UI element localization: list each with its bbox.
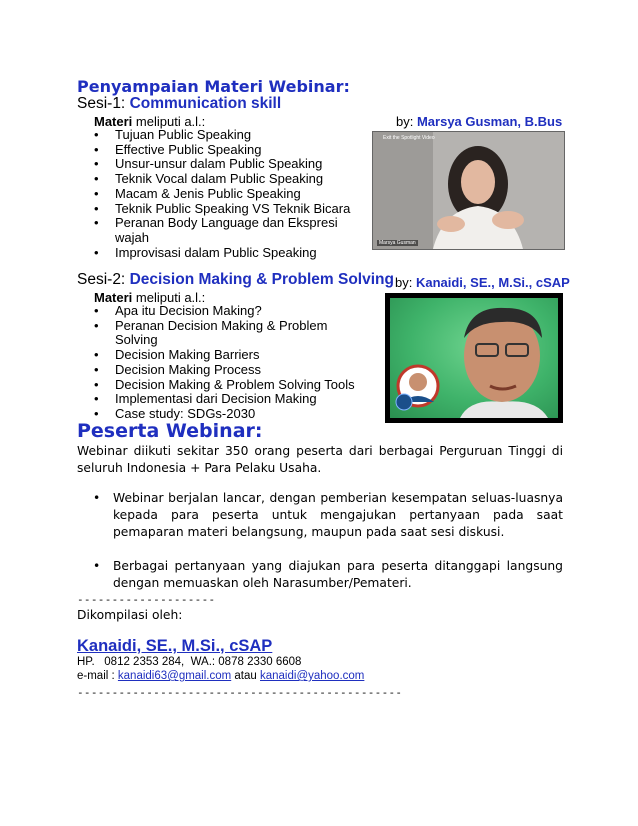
- divider-short: --------------------: [77, 593, 216, 606]
- video-exit-label: Exit the Spotlight Video: [383, 135, 435, 141]
- sesi2-prefix: Sesi-2:: [77, 271, 130, 288]
- list-item: • Implementasi dari Decision Making: [92, 392, 372, 407]
- list-item: • Peranan Body Language dan Ekspresi wajah: [92, 216, 372, 245]
- sesi1-by-prefix: by:: [396, 114, 417, 129]
- speaker-face-icon: [390, 298, 558, 418]
- list-item: • Macam & Jenis Public Speaking: [92, 187, 372, 202]
- sesi1-title: Communication skill: [129, 95, 282, 112]
- list-item: • Improvisasi dalam Public Speaking: [92, 246, 372, 261]
- sesi2-speaker-name: Kanaidi, SE., M.Si., cSAP: [415, 275, 570, 290]
- list-item: • Case study: SDGs-2030: [92, 407, 372, 422]
- sesi1-speaker-name: Marsya Gusman, B.Bus: [416, 114, 563, 129]
- email-separator: atau: [231, 670, 260, 682]
- participants-intro: Webinar diikuti sekitar 350 orang peserta dari berbagai Perguruan Tinggi di seluruh Indonesia + Para Pelaku Usaha.: [77, 444, 563, 475]
- sesi1-materi-bold: Materi: [94, 114, 133, 129]
- list-item: • Unsur-unsur dalam Public Speaking: [92, 157, 372, 172]
- list-item: • Decision Making & Problem Solving Tools: [92, 378, 372, 393]
- contact-email-line: [77, 670, 364, 682]
- sesi2-materi-bold: Materi: [94, 290, 133, 305]
- sesi1-topic-list: [92, 128, 372, 260]
- speaker-greenscreen-photo: [385, 293, 563, 423]
- sesi2-materi-rest: meliputi a.l.:: [132, 290, 206, 305]
- sesi2-topic-list: [92, 304, 372, 422]
- sesi1-title-line: [77, 95, 281, 113]
- list-item: • Effective Public Speaking: [92, 143, 372, 158]
- list-item: • Peranan Decision Making & Problem Solving: [92, 319, 372, 348]
- sesi1-prefix: Sesi-1:: [77, 95, 130, 112]
- list-item: • Teknik Vocal dalam Public Speaking: [92, 172, 372, 187]
- list-item: • Apa itu Decision Making?: [92, 304, 372, 319]
- sesi1-speaker: [396, 114, 562, 129]
- sesi2-speaker: [395, 275, 570, 290]
- participants-points-list: [77, 490, 563, 609]
- email-link-gmail[interactable]: kanaidi63@gmail.com: [117, 670, 232, 682]
- list-item: • Tujuan Public Speaking: [92, 128, 372, 143]
- divider-long: -----------------------------------------------: [77, 686, 403, 699]
- sesi2-title: Decision Making & Problem Solving: [129, 271, 394, 288]
- speaker-video-photo: [372, 131, 565, 250]
- list-item: • Decision Making Barriers: [92, 348, 372, 363]
- video-name-label: Marsya Gusman: [379, 240, 416, 246]
- contact-phone: HP. 0812 2353 284, WA.: 0878 2330 6608: [77, 656, 302, 668]
- email-prefix: e-mail :: [77, 670, 118, 682]
- sesi2-title-line: [77, 271, 394, 289]
- sesi2-by-prefix: by:: [395, 275, 416, 290]
- email-link-yahoo[interactable]: kanaidi@yahoo.com: [260, 670, 365, 682]
- compiler-name: Kanaidi, SE., M.Si., cSAP: [77, 637, 273, 655]
- webinar-material-heading: Penyampaian Materi Webinar:: [77, 77, 350, 96]
- participants-heading: Peserta Webinar:: [77, 420, 263, 442]
- sesi1-materi-rest: meliputi a.l.:: [132, 114, 206, 129]
- speaker-silhouette-icon: [373, 132, 564, 249]
- list-item: • Decision Making Process: [92, 363, 372, 378]
- list-item: • Teknik Public Speaking VS Teknik Bicara: [92, 202, 372, 217]
- list-item: • Berbagai pertanyaan yang diajukan para peserta ditanggapi langsung dengan memuaskan oleh Narasumber/Pemateri.: [77, 558, 563, 592]
- list-item: • Webinar berjalan lancar, dengan pemberian kesempatan seluas-luasnya kepada para peserta untuk mengajukan pertanyaan pada saat pemaparan materi belangsung, maupun pada saat sesi diskusi.: [77, 490, 563, 541]
- compiled-by-label: Dikompilasi oleh:: [77, 608, 183, 622]
